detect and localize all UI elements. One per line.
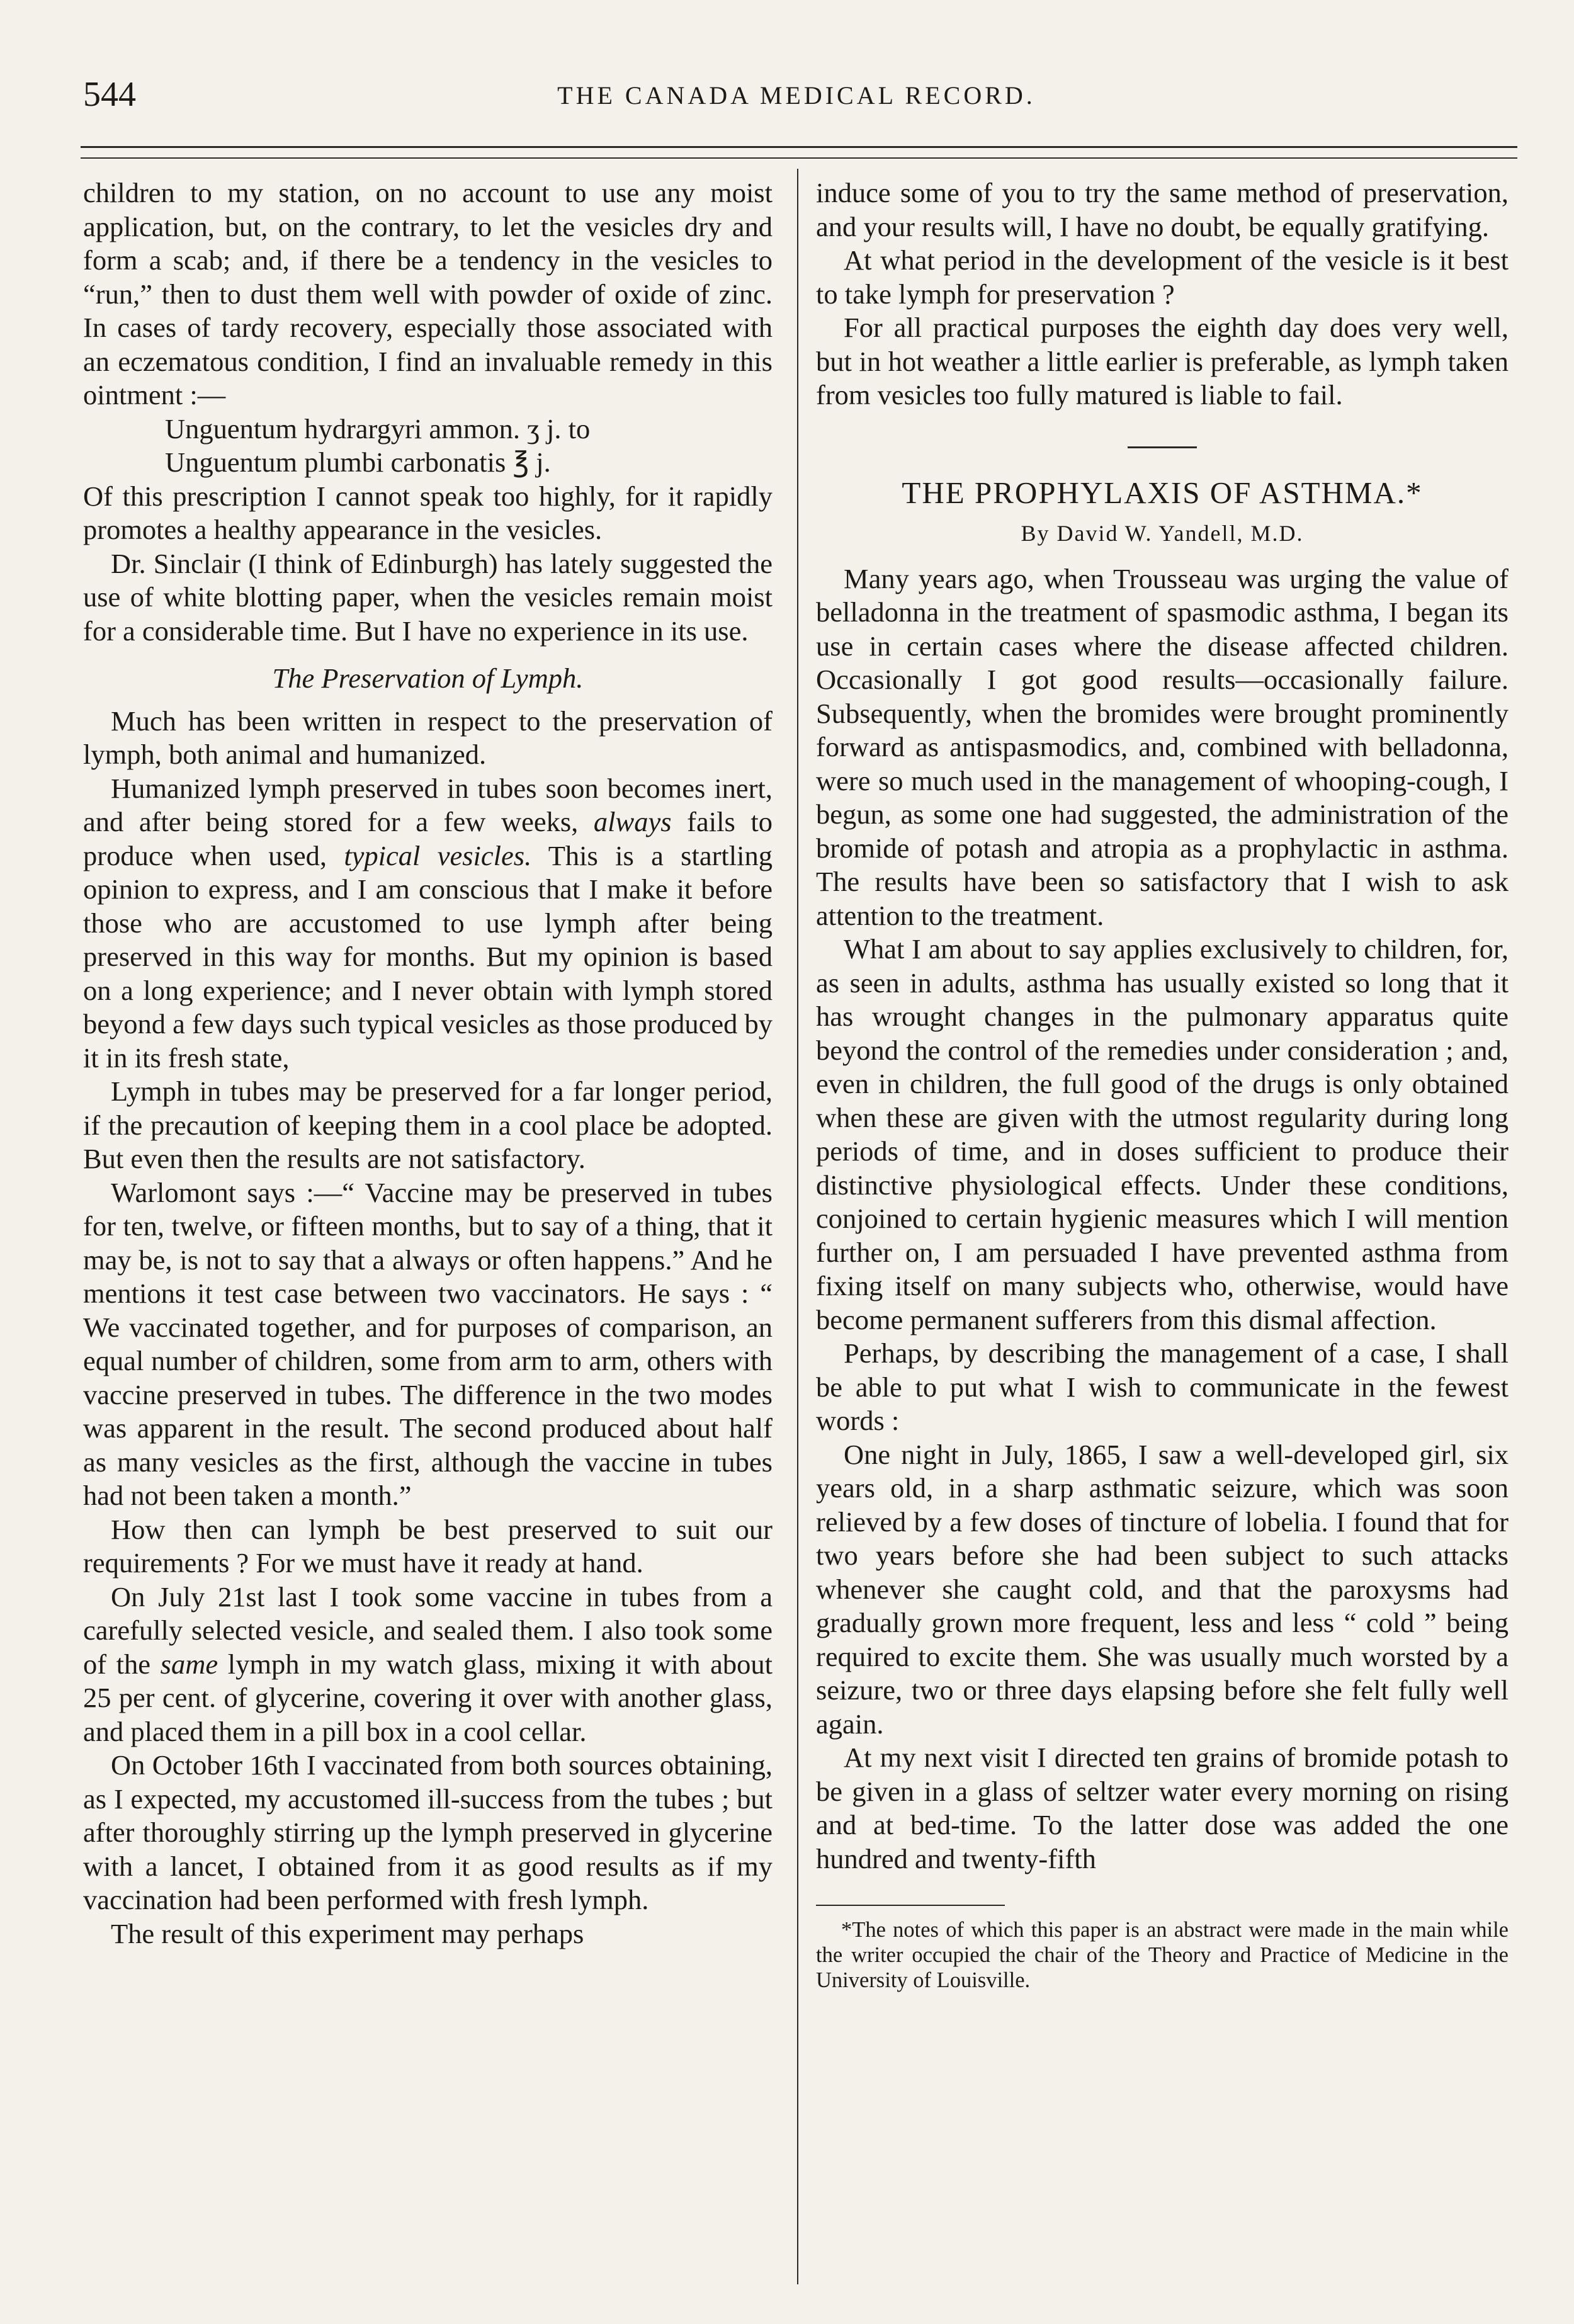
header-rule-top [81, 146, 1517, 148]
text-run: On July 21st last I took some vaccine in tubes from a carefully selected vesicle, and sealed them. I also took some of the [83, 1580, 773, 1680]
paragraph: On October 16th I vaccinated from both sources obtaining, as I expected, my accustomed ill-success from the tubes ; but after thoroughly stirring up the lymph preserved in glycerine with a lancet, I obtained from it as good results as if my vaccination had been performed with fresh lymph. [83, 1749, 773, 1915]
paragraph: At what period in the development of the vesicle is it best to take lymph for preservation ? [816, 244, 1509, 310]
footnote-rule [816, 1905, 1005, 1906]
right-column [816, 176, 1509, 1993]
emphasis: typical vesicles. [344, 839, 532, 871]
footnote: *The notes of which this paper is an abstract were made in the main while the writer occupied the chair of the Theory and Practice of Medicine in the University of Louisville. [816, 1918, 1509, 1992]
article-title: THE PROPHYLAXIS OF ASTHMA.* [902, 475, 1423, 510]
column-divider [797, 169, 798, 2284]
emphasis: always [593, 806, 672, 837]
text-run: fails to produce when used, [83, 806, 773, 871]
paragraph: One night in July, 1865, I saw a well-developed girl, six years old, in a sharp asthmatic seizure, which was soon relieved by a few doses of tincture of lobelia. I found that for two years before she had been subject to such attacks whenever she caught cold, and that the paroxysms had gradually grown more frequent, less and less “ cold ” being required to excite them. She was usually much worsted by a seizure, two or three days elapsing before she felt fully well again. [816, 1438, 1509, 1740]
section-heading: The Preservation of Lymph. [272, 662, 584, 694]
section-divider [1128, 446, 1197, 448]
paragraph: What I am about to say applies exclusively to children, for, as seen in adults, asthma has usually existed so long that it has wrought changes in the pulmonary apparatus quite beyond the control of the remedies under consideration ; and, even in children, the full good of the drugs is only obtained when these are given with the utmost regularity during long periods of time, and in doses sufficient to produce their distinctive physiological effects. Under these conditions, conjoined to certain hygienic measures which I will mention further on, I am persuaded I have prevented asthma from fixing itself on many subjects who, otherwise, would have become permanent sufferers from this dismal affection. [816, 933, 1509, 1335]
paragraph: induce some of you to try the same method of preservation, and your results will, I have no doubt, be equally gratifying. [816, 177, 1509, 242]
paragraph: How then can lymph be best preserved to suit our requirements ? For we must have it ready at hand. [83, 1513, 773, 1579]
running-header [76, 74, 1517, 131]
paragraph: Much has been written in respect to the preservation of lymph, both animal and humanized. [83, 705, 773, 770]
paragraph: Lymph in tubes may be preserved for a far longer period, if the precaution of keeping them in a cool place be adopted. But even then the results are not satisfactory. [83, 1075, 773, 1174]
paragraph: Warlomont says :—“ Vaccine may be preserved in tubes for ten, twelve, or fifteen months, but to say of a thing, that it may be, is not to say that a always or often happens.” And he mentions it test case between two vaccinators. He says : “ We vaccinated together, and for purposes of comparison, an equal number of children, some from arm to arm, others with vaccine preserved in tubes. The difference in the two modes was apparent in the result. The second produced about half as many vesicles as the first, although the vaccine in tubes had not been taken a month.” [83, 1176, 773, 1511]
paragraph: Many years ago, when Trousseau was urging the value of belladonna in the treatment of spasmodic asthma, I began its use in certain cases where the disease affected children. Occasionally I got good results—occasionally failure. Subsequently, when the bromides were brought prominently forward as antispasmodics, and, combined with belladonna, were so much used in the management of whooping-cough, I begun, as some one had suggested, the administration of the bromide of potash and atropia as a prophylactic in asthma. The results have been so satisfactory that I wish to ask attention to the treatment. [816, 562, 1509, 931]
paragraph: Dr. Sinclair (I think of Edinburgh) has lately suggested the use of white blotting paper, when the vesicles remain moist for a considerable time. But I have no experience in its use. [83, 547, 773, 647]
paragraph: For all practical purposes the eighth day does very well, but in hot weather a little earlier is preferable, as lymph taken from vesicles too fully matured is liable to fail. [816, 312, 1509, 411]
emphasis: same [160, 1648, 218, 1680]
paragraph: Perhaps, by describing the management of a case, I shall be able to put what I wish to communicate in the fewest words : [816, 1337, 1509, 1436]
paragraph [83, 772, 773, 1075]
paragraph: children to my station, on no account to use any moist application, but, on the contrary, to let the vesicles dry and form a scab; and, if there be a tendency in the vesicles to “run,” then to dust them well with powder of oxide of zinc. In cases of tardy recovery, especially those associated with an eczematous condition, I find an invaluable remedy in this ointment :— [83, 177, 773, 411]
prescription-line: Unguentum hydrargyri ammon. ʒ j. to [165, 412, 591, 445]
left-column [83, 176, 773, 1951]
paragraph: At my next visit I directed ten grains of bromide potash to be given in a glass of seltzer water every morning on rising and at bed-time. To the latter dose was added the one hundred and twenty-fifth [816, 1742, 1509, 1874]
prescription-line: Unguentum plumbi carbonatis ℥ j. [165, 446, 551, 478]
header-rule-bottom [81, 157, 1517, 159]
paragraph [83, 1580, 773, 1749]
paragraph: Of this prescription I cannot speak too highly, for it rapidly promotes a healthy appearance in the vesicles. [83, 480, 773, 545]
paragraph: The result of this experiment may perhaps [111, 1917, 584, 1949]
text-run: Humanized lymph preserved in tubes soon becomes inert, and after being stored for a few weeks, [83, 772, 773, 837]
text-run: This is a startling opinion to express, and I am conscious that I make it before those who are accustomed to use lymph after being preserved in this way for months. But my opinion is based on a long experience; and I never obtain with lymph stored beyond a few days such typical vesicles as those produced by it in its fresh state, [83, 839, 773, 1074]
byline: By David W. Yandell, M.D. [1021, 521, 1304, 546]
prescription [83, 412, 773, 480]
text-run: lymph in my watch glass, mixing it with about 25 per cent. of glycerine, covering it over with another glass, and placed them in a pill box in a cool cellar. [83, 1648, 773, 1747]
page-number: 544 [83, 75, 136, 114]
journal-title: THE CANADA MEDICAL RECORD. [557, 81, 1036, 110]
